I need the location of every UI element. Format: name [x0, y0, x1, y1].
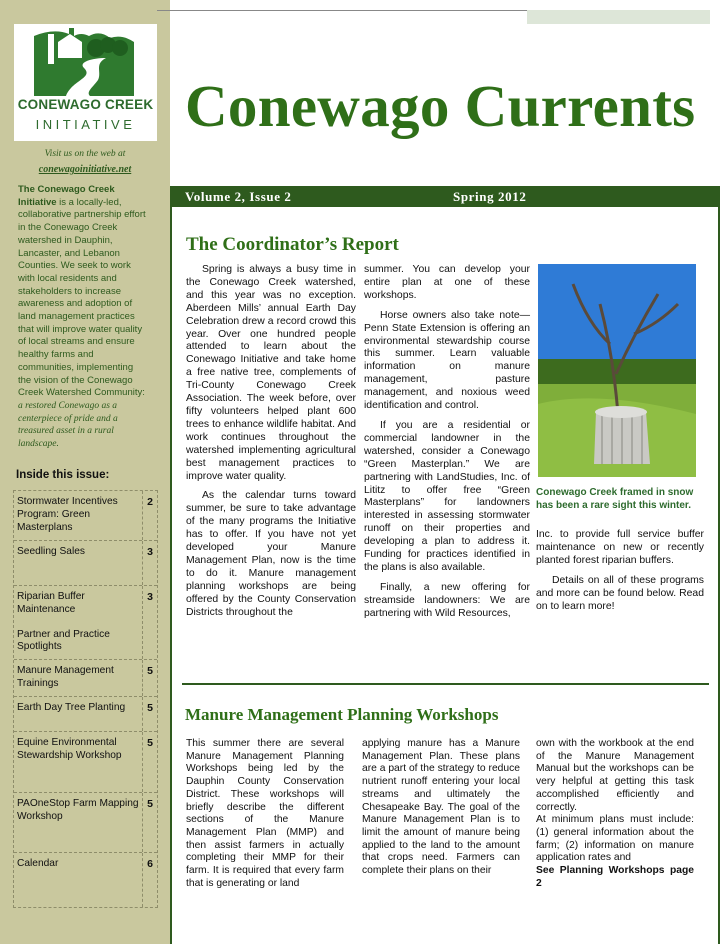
- paragraph: Horse owners also take note—Penn State Extension is offering an environmental stewardship course this summer. Learn valuable information on manure management, pasture management, and noxious weed identification and control.: [364, 309, 530, 412]
- toc-item-page: 5: [147, 702, 153, 714]
- paragraph: own with the workbook at the end of the Manure Management Manual but the workshops can be very helpful at getting this task accomplished efficiently and correctly.: [536, 738, 694, 813]
- toc-item[interactable]: [14, 732, 157, 793]
- manure-workshops-column-2: applying manure has a Manure Management Plan. These plans are a part of the strategy to reduce nutrient runoff entering your local streams and ultimately the Chesapeake Bay. The goal of the Manure Management Plan is to limit the amount of manure being applied to the land to the amount that crops need. Farmers can complete their plans on their: [362, 738, 520, 877]
- section-divider: [182, 683, 709, 685]
- toc-item-title: Riparian Buffer Maintenance: [17, 591, 85, 615]
- photo-caption: Conewago Creek framed in snow has been a rare sight this winter.: [536, 487, 694, 511]
- paragraph: summer. You can develop your entire plan at one of these workshops.: [364, 264, 530, 301]
- toc-item-page: 5: [147, 665, 153, 677]
- coordinator-report-column-3: [536, 529, 704, 620]
- top-shade: [527, 10, 710, 24]
- about-vision: a restored Conewago as a centerpiece of pride and a treasured asset in a rural landscape.: [18, 400, 118, 450]
- paragraph: As the calendar turns toward summer, be sure to take advantage of the many programs the Initiative has to offer. If you have not yet developed your Manure Management Plan, now is the time to do it. Manure management planning workshops are being offered by the County Conservation Districts throughout the: [186, 490, 356, 618]
- coordinator-report-column-1: [186, 264, 356, 626]
- toc-item-subtitle: Partner and Practice Spotlights: [17, 628, 110, 653]
- manure-workshops-column-3: [536, 738, 694, 890]
- toc-item-title: Seedling Sales: [17, 546, 85, 557]
- paragraph: Inc. to provide full service buffer maintenance on new or recently planted forest riparian buffers.: [536, 529, 704, 566]
- toc-item-title: Calendar: [17, 858, 59, 869]
- table-of-contents: [13, 490, 158, 908]
- toc-item-title: Earth Day Tree Planting: [17, 702, 126, 713]
- toc-item-page: 3: [147, 591, 153, 603]
- visit-text: Visit us on the web at: [44, 149, 126, 159]
- toc-item-page: 3: [147, 546, 153, 558]
- issue-season: Spring 2012: [453, 189, 527, 204]
- toc-item-title: Stormwater Incentives Program: Green Masterplans: [17, 496, 118, 533]
- website-link[interactable]: conewagoinitiative.net: [38, 164, 132, 175]
- masthead-title: Conewago Currents: [185, 73, 696, 139]
- logo-title: CONEWAGO CREEK: [17, 97, 154, 112]
- toc-item[interactable]: [14, 491, 157, 541]
- toc-item-title: PAOneStop Farm Mapping Workshop: [17, 798, 139, 822]
- toc-item[interactable]: [14, 660, 157, 697]
- coordinator-report-column-2: [364, 264, 530, 628]
- toc-item-page: 6: [147, 858, 153, 870]
- paragraph: Details on all of these programs and more can be found below. Read on to learn more!: [536, 574, 704, 612]
- logo-subtitle: INITIATIVE: [35, 117, 136, 132]
- paragraph: Finally, a new offering for streamside landowners: We are partnering with Wild Resources,: [364, 581, 530, 619]
- sidebar: [0, 0, 170, 944]
- continued-link[interactable]: See Planning Workshops page 2: [536, 865, 694, 889]
- sapling-tube-photo-icon: [538, 264, 696, 477]
- volume-issue: Volume 2, Issue 2: [185, 189, 292, 204]
- toc-item-page: 2: [147, 496, 153, 508]
- toc-item[interactable]: [14, 793, 157, 853]
- toc-item[interactable]: [14, 853, 157, 907]
- toc-item[interactable]: [14, 697, 157, 732]
- initiative-logo: [14, 24, 157, 141]
- manure-workshops-heading: Manure Management Planning Workshops: [185, 705, 499, 724]
- manure-workshops-column-1: This summer there are several Manure Management Planning Workshops being led by the Dauphin County Conservation District. These workshops will briefly describe the different sections of the Manure Management Plan (MMP) and then assist farmers in actually completing their MMP for their farm. It is required that every farm that is generating or land: [186, 738, 344, 889]
- coordinator-report-heading: The Coordinator’s Report: [186, 234, 399, 255]
- paragraph: Spring is always a busy time in the Conewago Creek watershed, and this year was no exception. Aberdeen Mills’ annual Earth Day Celebration drew a record crowd this year. Over one hundred people attended to learn about the Conewago Initiative and take home a free native tree, complements of Tri-County Conewago Creek Association. The week before, over fifty volunteers helped plant 600 trees to enhance wildlife habitat. And work continues throughout the watershed implementing agricultural best management practices to improve water quality.: [186, 264, 356, 482]
- barn-creek-logo-icon: [34, 28, 134, 96]
- toc-item[interactable]: [14, 586, 157, 660]
- paragraph: At minimum plans must include: (1) general information about the farm; (2) information on manure application rates and: [536, 814, 694, 864]
- toc-item-title: Equine Environmental Stewardship Workshop: [17, 737, 122, 761]
- paragraph: If you are a residential or commercial landowner in the watershed, consider a Conewago “Green Masterplan.” We are partnering with LandStudies, Inc. of Lititz to offer free “Green Masterplans” for landowners interested in assessing stormwater runoff on their properties and developing a plan to address it. Funding for practices identified in the plans is also available.: [364, 419, 530, 573]
- about-initiative: [18, 184, 146, 451]
- toc-item-title: Manure Management Trainings: [17, 665, 114, 689]
- volume-bar: [170, 186, 720, 207]
- about-bold: The Conewago Creek Initiative: [18, 184, 115, 208]
- about-text: is a locally-led, collaborative partnership effort in the Conewago Creek watershed in Dauphin, Lancaster, and Lebanon Counties. We seek to work with local residents and stakeholders to increase awareness and adoption of land management practices that will improve water quality of local streams and ensure healthy farms and communities, implementing the vision of the Conewago Creek Watershed Community:: [18, 196, 146, 399]
- creek-photo: [538, 264, 696, 477]
- toc-item-page: 5: [147, 798, 153, 810]
- inside-issue-title: Inside this issue:: [16, 469, 110, 481]
- toc-item[interactable]: [14, 541, 157, 586]
- toc-item-page: 5: [147, 737, 153, 749]
